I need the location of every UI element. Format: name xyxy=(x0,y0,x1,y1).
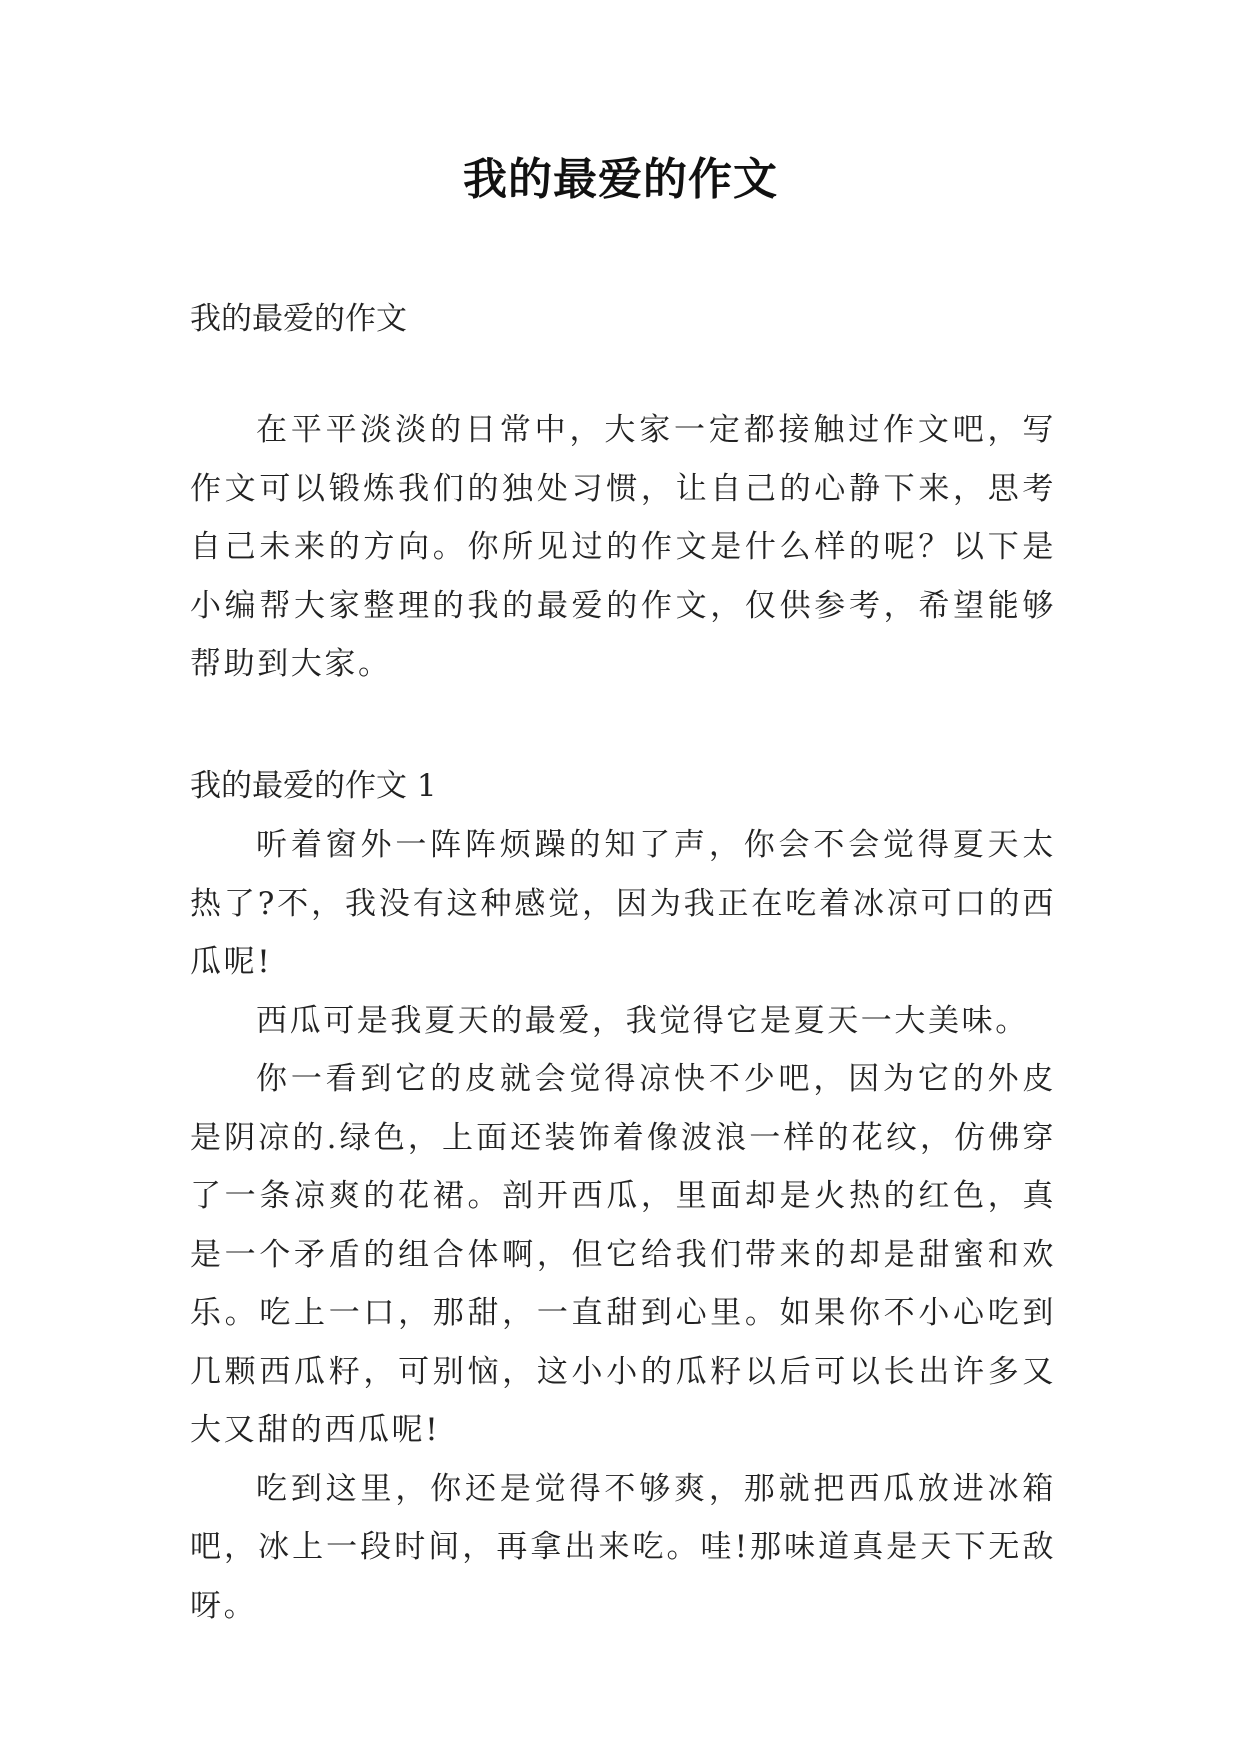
essay-paragraph: 听着窗外一阵阵烦躁的知了声，你会不会觉得夏天太热了?不，我没有这种感觉，因为我正在吃着冰凉可口的西瓜呢! xyxy=(190,827,1056,980)
document-title: 我的最爱的作文 xyxy=(463,154,778,205)
essay-body xyxy=(190,816,1056,1635)
intro-paragraph: 在平平淡淡的日常中，大家一定都接触过作文吧，写作文可以锻炼我们的独处习惯，让自己的心静下来，思考自己未来的方向。你所见过的作文是什么样的呢？以下是小编帮大家整理的我的最爱的作文，仅供参考，希望能够帮助到大家。 xyxy=(190,412,1056,682)
essay-paragraph: 吃到这里，你还是觉得不够爽，那就把西瓜放进冰箱吧，冰上一段时间，再拿出来吃。哇!那味道真是天下无敌呀。 xyxy=(190,1470,1056,1624)
essay-paragraph: 你一看到它的皮就会觉得凉快不少吧，因为它的外皮是阴凉的.绿色，上面还装饰着像波浪一样的花纹，仿佛穿了一条凉爽的花裙。剖开西瓜，里面却是火热的红色，真是一个矛盾的组合体啊，但它给我们带来的却是甜蜜和欢乐。吃上一口，那甜，一直甜到心里。如果你不小心吃到几颗西瓜籽，可别恼，这小小的瓜籽以后可以长出许多又大又甜的西瓜呢! xyxy=(190,1061,1056,1448)
essay-paragraph: 西瓜可是我夏天的最爱，我觉得它是夏天一大美味。 xyxy=(256,1002,1029,1039)
document-subtitle: 我的最爱的作文 xyxy=(190,301,407,337)
section-heading: 我的最爱的作文 1 xyxy=(190,768,437,804)
